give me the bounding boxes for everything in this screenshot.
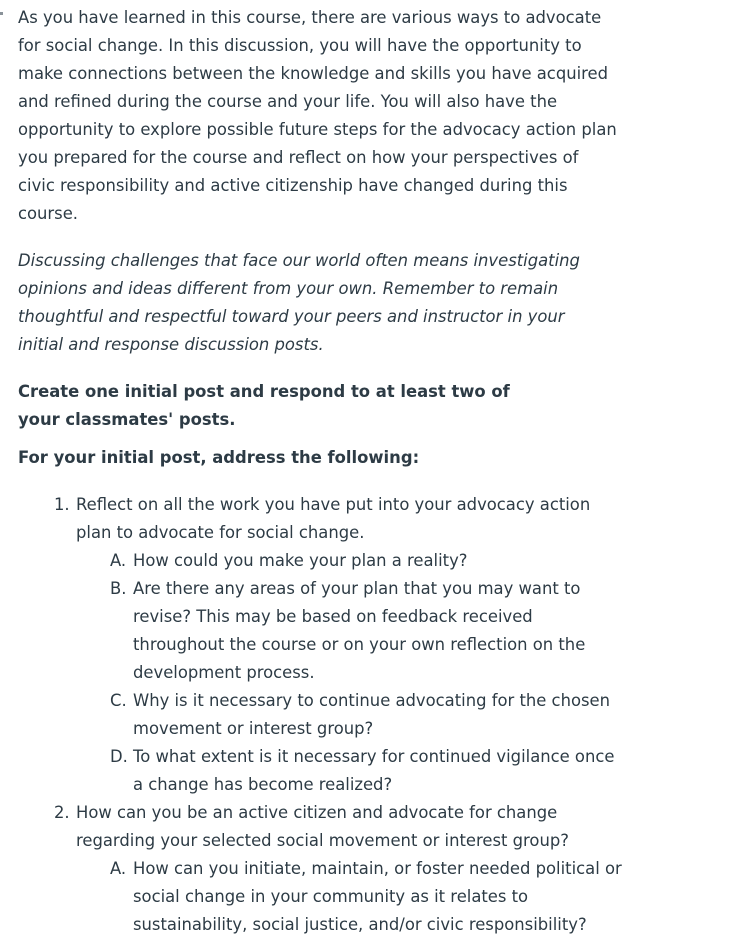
sub-question-list [110, 547, 618, 799]
question-number: 2. [54, 803, 70, 822]
intro-paragraph: As you have learned in this course, there are various ways to advocate for social change. In this discussion, you will have the opportunity to make connections between the knowledge and skills you have acquired and refined during the course and your life. You will also have the opportunity to explore possible future steps for the advocacy action plan you prepared for the course and reflect on how your perspectives of civic responsibility and active citizenship have changed during this course. [18, 8, 617, 223]
question-number: 1. [54, 495, 70, 514]
sub-question-text: To what extent is it necessary for continued vigilance once a change has become realized? [133, 747, 615, 794]
sub-question-list [110, 855, 622, 939]
edge-marker [0, 12, 3, 15]
sub-question-text: Why is it necessary to continue advocating for the chosen movement or interest group? [133, 691, 610, 738]
question-item-1 [54, 491, 618, 799]
sub-question-letter: A. [110, 551, 127, 570]
question-item-2 [54, 799, 622, 939]
sub-question-letter: B. [110, 579, 127, 598]
sub-question-text: How can you initiate, maintain, or foster needed political or social change in your community as it relates to sustainability, social justice, and/or civic responsibility? [133, 859, 622, 934]
sub-question-text: Are there any areas of your plan that you may want to revise? This may be based on feedback received throughout the course or on your own reflection on the development process. [133, 579, 586, 682]
question-text: How can you be an active citizen and advocate for change regarding your selected social movement or interest group? [76, 803, 569, 850]
sub-question-item [110, 855, 623, 939]
post-instruction: Create one initial post and respond to at least two of your classmates' posts. [18, 382, 510, 429]
question-list [54, 491, 718, 939]
sub-question-letter: C. [110, 691, 127, 710]
initial-post-prompt: For your initial post, address the following: [18, 448, 420, 467]
sub-question-text: How could you make your plan a reality? [133, 551, 468, 570]
sub-question-letter: A. [110, 859, 127, 878]
sub-question-item [110, 743, 623, 799]
respect-note: Discussing challenges that face our world often means investigating opinions and ideas different from your own. Remember to remain thoughtful and respectful toward your peers and instructor in your initial and response discussion posts. [18, 251, 580, 354]
sub-question-item [110, 687, 623, 743]
question-text: Reflect on all the work you have put into your advocacy action plan to advocate for social change. [76, 495, 591, 542]
sub-question-item [110, 547, 623, 575]
sub-question-letter: D. [110, 747, 128, 766]
sub-question-item [110, 575, 623, 687]
discussion-prompt [18, 4, 718, 939]
